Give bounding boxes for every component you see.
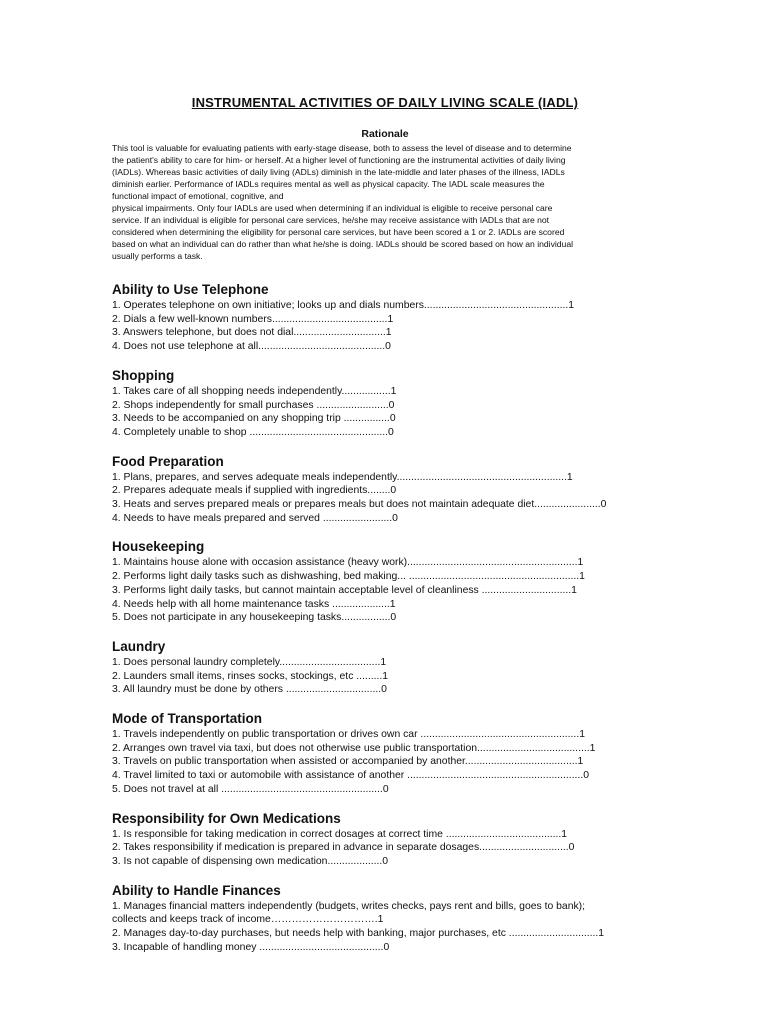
scale-item: 5. Does not participate in any housekeeping tasks.................0	[112, 612, 397, 624]
scale-item: collects and keeps track of income………………………….1	[112, 914, 384, 926]
scale-item: 3. Heats and serves prepared meals or prepares meals but does not maintain adequate diet.......................0	[112, 499, 607, 511]
scale-item: 3. Travels on public transportation when assisted or accompanied by another.......................................1	[112, 756, 584, 768]
document-title: INSTRUMENTAL ACTIVITIES OF DAILY LIVING SCALE (IADL)	[191, 95, 579, 110]
section-item-list	[112, 299, 658, 354]
scale-section	[112, 454, 658, 526]
section-item-list	[112, 828, 658, 869]
section-heading: Food Preparation	[112, 453, 224, 469]
section-heading: Shopping	[112, 367, 175, 383]
scale-item: 4. Travel limited to taxi or automobile with assistance of another .............................................................0	[112, 770, 590, 782]
rationale-line: functional impact of emotional, cognitive, and	[112, 191, 284, 201]
rationale-line: physical impairments. Only four IADLs are used when determining if an individual is eligible to receive personal care	[112, 203, 553, 213]
scale-item: 4. Does not use telephone at all............................................0	[112, 341, 391, 353]
rationale-line: This tool is valuable for evaluating patients with early-stage disease, both to assess the level of disease and to determine	[112, 143, 572, 153]
section-item-list	[112, 900, 658, 955]
scale-section	[112, 639, 658, 697]
scale-item: 1. Manages financial matters independently (budgets, writes checks, pays rent and bills, goes to bank);	[112, 900, 586, 912]
rationale-line: (IADLs). Whereas basic activities of daily living (ADLs) diminish in the late-middle and later phases of the illness, IADLs	[112, 167, 565, 177]
section-item-list	[112, 471, 658, 526]
scale-item: 4. Completely unable to shop ................................................0	[112, 426, 394, 438]
scale-item: 2. Dials a few well-known numbers........................................1	[112, 313, 394, 325]
scale-item: 3. Is not capable of dispensing own medication...................0	[112, 855, 389, 867]
scale-item: 2. Prepares adequate meals if supplied with ingredients........0	[112, 485, 397, 497]
section-heading: Housekeeping	[112, 539, 205, 555]
scale-item: 3. Needs to be accompanied on any shopping trip ................0	[112, 413, 396, 425]
section-heading: Ability to Handle Finances	[112, 882, 281, 898]
rationale-line: usually performs a task.	[112, 251, 203, 261]
scale-item: 4. Needs to have meals prepared and served ........................0	[112, 512, 398, 524]
scale-item: 1. Operates telephone on own initiative; looks up and dials numbers..................................................1	[112, 300, 575, 311]
scale-item: 2. Takes responsibility if medication is prepared in advance in separate dosages...............................0	[112, 842, 575, 854]
section-item-list	[112, 728, 658, 797]
section-item-list	[112, 656, 658, 697]
scale-item: 3. Incapable of handling money ...........................................0	[112, 941, 390, 953]
scale-section	[112, 883, 658, 955]
section-item-list	[112, 385, 658, 440]
scale-item: 4. Needs help with all home maintenance tasks ....................1	[112, 598, 396, 610]
scale-item: 1. Travels independently on public transportation or drives own car .......................................................1	[112, 729, 585, 741]
rationale-paragraph	[112, 142, 658, 262]
scale-item: 2. Shops independently for small purchases .........................0	[112, 399, 395, 411]
scale-item: 1. Is responsible for taking medication in correct dosages at correct time ........................................1	[112, 828, 568, 840]
scale-item: 1. Does personal laundry completely...................................1	[112, 656, 387, 668]
scale-item: 5. Does not travel at all ........................................................0	[112, 783, 389, 795]
scale-item: 2. Arranges own travel via taxi, but does not otherwise use public transportation.......................................1	[112, 742, 596, 754]
scale-item: 3. All laundry must be done by others .................................0	[112, 684, 387, 696]
scale-section	[112, 368, 658, 440]
rationale-line: the patient's ability to care for him- or herself. At a higher level of functioning are the instrumental activities of daily living	[112, 155, 566, 165]
section-heading: Responsibility for Own Medications	[112, 810, 341, 826]
rationale-line: service. If an individual is eligible for personal care services, he/she may receive assistance with IADLs that are not	[112, 215, 550, 225]
scale-section	[112, 539, 658, 625]
scale-section	[112, 711, 658, 797]
scale-item: 1. Maintains house alone with occasion assistance (heavy work)...........................................................1	[112, 557, 584, 569]
scale-item: 2. Launders small items, rinses socks, stockings, etc .........1	[112, 670, 389, 682]
section-heading: Ability to Use Telephone	[112, 282, 269, 297]
scale-item: 3. Answers telephone, but does not dial................................1	[112, 327, 392, 339]
rationale-line: considered when determining the eligibility for personal care services, but have been scored a 1 or 2. IADLs are scored	[112, 227, 565, 237]
scale-item: 2. Performs light daily tasks such as dishwashing, bed making... ...........................................................1	[112, 571, 585, 583]
section-heading: Mode of Transportation	[112, 711, 262, 727]
rationale-line: diminish earlier. Performance of IADLs requires mental as well as physical capacity. The IADL scale measures the	[112, 179, 545, 189]
scale-section	[112, 282, 658, 354]
section-item-list	[112, 556, 658, 625]
scale-section	[112, 811, 658, 869]
scale-item: 1. Takes care of all shopping needs independently.................1	[112, 385, 397, 397]
scale-item: 1. Plans, prepares, and serves adequate meals independently...........................................................1	[112, 471, 573, 483]
scale-sections	[112, 282, 658, 955]
scale-item: 2. Manages day-to-day purchases, but needs help with banking, major purchases, etc ...............................1	[112, 928, 605, 940]
rationale-line: based on what an individual can do rather than what he/she is doing. IADLs should be scored based on how an individual	[112, 239, 574, 249]
rationale-heading: Rationale	[361, 128, 409, 140]
section-heading: Laundry	[112, 638, 166, 654]
scale-item: 3. Performs light daily tasks, but cannot maintain acceptable level of cleanliness ...............................1	[112, 584, 577, 596]
